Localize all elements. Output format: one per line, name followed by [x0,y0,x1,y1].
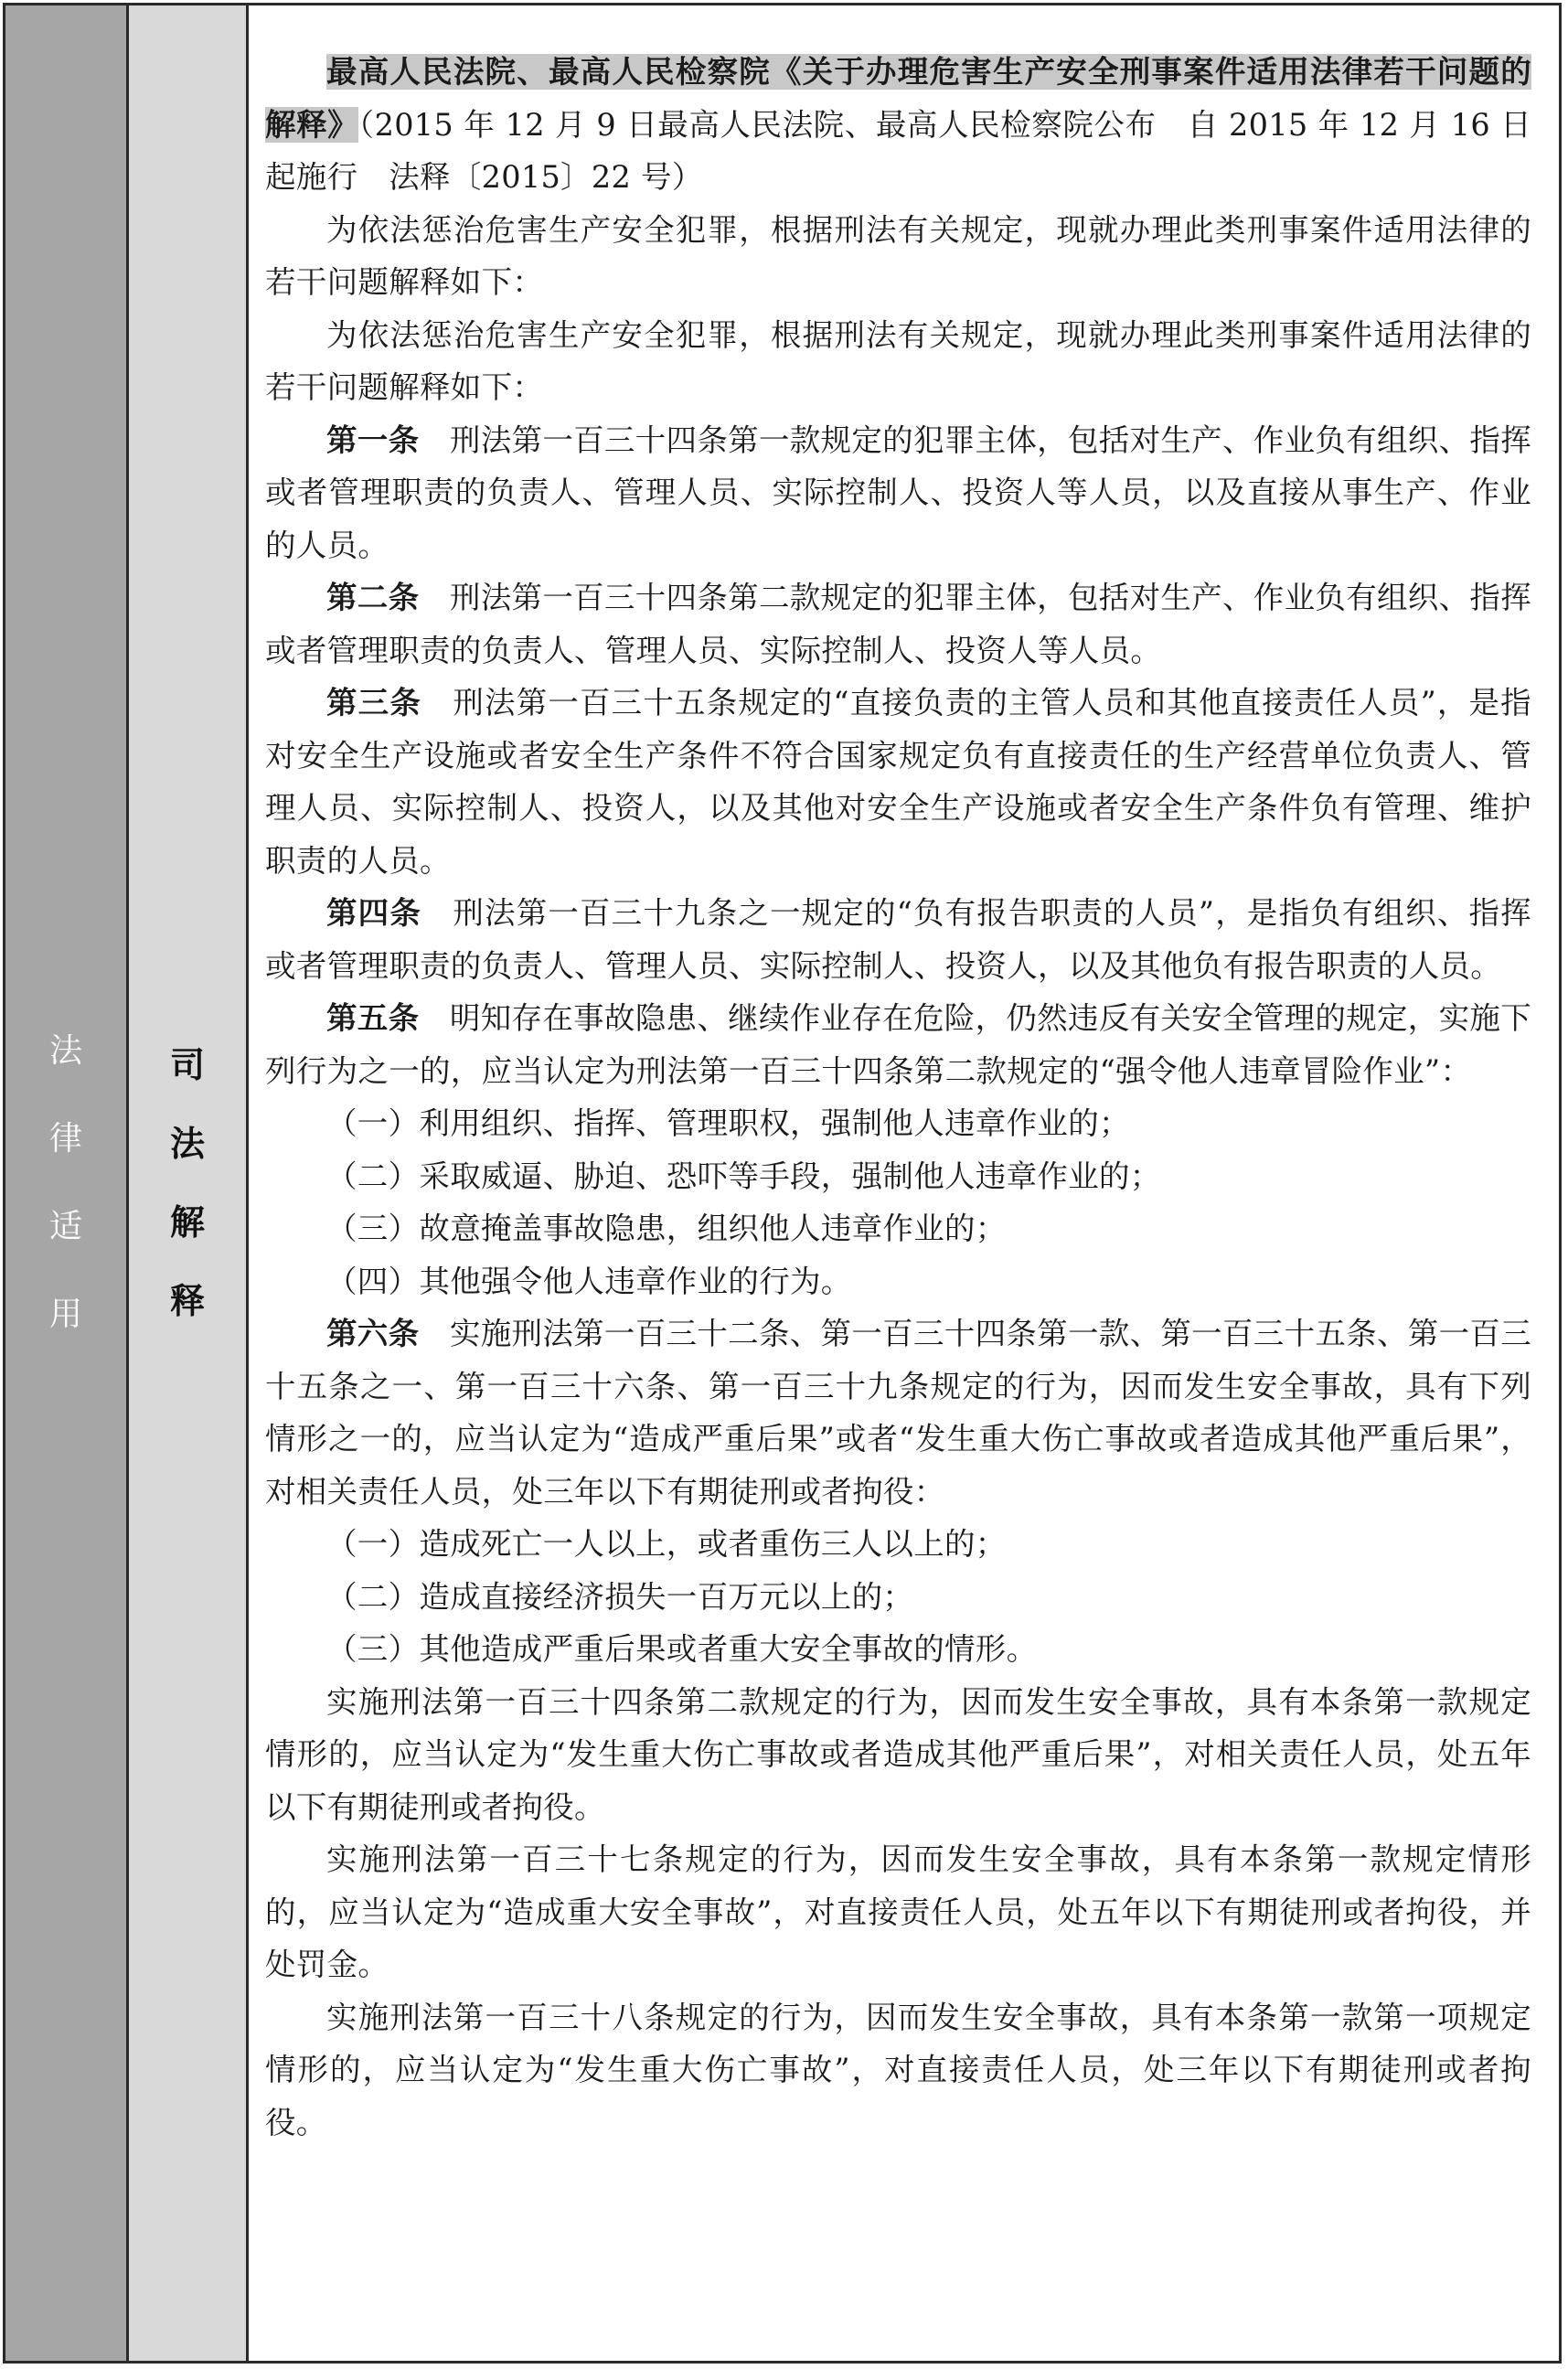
article-number: 第六条 [326,1316,420,1351]
category-char: 用 [48,1296,82,1333]
article-paragraph [265,887,1531,992]
paragraph [265,1255,1531,1308]
article-number: 第二条 [326,580,420,615]
article-paragraph [265,571,1531,677]
paragraph-text: （三）其他造成严重后果或者重大安全事故的情形。 [326,1631,1038,1667]
article-number: 第一条 [326,422,420,458]
article-number: 第三条 [326,685,421,720]
paragraph-text: 刑法第一百三十九条之一规定的“负有报告职责的人员”，是指负有组织、指挥或者管理职责的负责人、管理人员、实际控制人、投资人，以及其他负有报告职责的人员。 [265,895,1531,984]
paragraph-text: 实施刑法第一百三十八条规定的行为，因而发生安全事故，具有本条第一款第一项规定情形的，应当认定为“发生重大伤亡事故”，对直接责任人员，处三年以下有期徒刑或者拘役。 [265,1999,1531,2140]
paragraph-text: （二）造成直接经济损失一百万元以上的； [326,1578,914,1615]
category-char: 律 [48,1120,82,1158]
article-number: 第四条 [326,895,421,931]
paragraph-text: 刑法第一百三十五条规定的“直接负责的主管人员和其他直接责任人员”，是指对安全生产设施或者安全生产条件不符合国家规定负有直接责任的生产经营单位负责人、管理人员、实际控制人、投资人，以及其他对安全生产设施或者安全生产条件负有管理、维护职责的人员。 [265,685,1531,879]
paragraph-text: 为依法惩治危害生产安全犯罪，根据刑法有关规定，现就办理此类刑事案件适用法律的若干问题解释如下： [265,211,1531,300]
paragraph [265,204,1531,309]
category-label [49,1008,82,1359]
article-number: 第五条 [326,1000,420,1036]
paragraph-text: 实施刑法第一百三十四条第二款规定的行为，因而发生安全事故，具有本条第一款规定情形的，应当认定为“发生重大伤亡事故或者造成其他严重后果”，对相关责任人员，处五年以下有期徒刑或者拘役。 [265,1683,1531,1825]
paragraph-text: （四）其他强令他人违章作业的行为。 [326,1263,852,1299]
paragraph-text: （一）利用组织、指挥、管理职权，强制他人违章作业的； [326,1105,1130,1141]
table-frame [3,3,1562,2364]
category-column [5,5,129,2361]
paragraph [265,1571,1531,1624]
paragraph [265,1518,1531,1571]
title-name: 最高人民法院、最高人民检察院《关于办理危害生产安全刑事案件适用法律若干问题的解释》 [265,54,1531,143]
paragraph-text: 刑法第一百三十四条第二款规定的犯罪主体，包括对生产、作业负有组织、指挥或者管理职责的负责人、管理人员、实际控制人、投资人等人员。 [265,580,1532,668]
subcategory-char: 解 [169,1202,205,1243]
paragraph-text: 实施刑法第一百三十二条、第一百三十四条第一款、第一百三十五条、第一百三十五条之一、第一百三十六条、第一百三十九条规定的行为，因而发生安全事故，具有下列情形之一的，应当认定为“造成严重后果”或者“发生重大伤亡事故或者造成其他严重后果”，对相关责任人员，处三年以下有期徒刑或者拘役： [265,1316,1532,1510]
article-paragraph [265,677,1531,887]
article-paragraph [265,414,1531,572]
category-char: 法 [48,1032,82,1070]
paragraph [265,1623,1531,1676]
paragraph-list [265,204,1531,2150]
paragraph-text: 刑法第一百三十四条第一款规定的犯罪主体，包括对生产、作业负有组织、指挥或者管理职责的负责人、管理人员、实际控制人、投资人等人员，以及直接从事生产、作业的人员。 [265,422,1532,563]
paragraph-text: （二）采取威逼、胁迫、恐吓等手段，强制他人违章作业的； [326,1158,1161,1194]
category-char: 适 [48,1208,82,1245]
paragraph-text: 为依法惩治危害生产安全犯罪，根据刑法有关规定，现就办理此类刑事案件适用法律的若干问题解释如下： [265,316,1531,405]
document-title [265,46,1531,204]
subcategory-char: 释 [169,1281,205,1321]
paragraph [265,1991,1531,2150]
paragraph [265,1676,1531,1834]
paragraph [265,1150,1531,1203]
article-paragraph [265,992,1531,1097]
paragraph-text: 明知存在事故隐患、继续作业存在危险，仍然违反有关安全管理的规定，实施下列行为之一的，应当认定为刑法第一百三十四条第二款规定的“强令他人违章冒险作业”： [265,1000,1532,1089]
subcategory-char: 法 [169,1124,205,1164]
paragraph-text: 实施刑法第一百三十七条规定的行为，因而发生安全事故，具有本条第一款规定情形的，应当认定为“造成重大安全事故”，对直接责任人员，处五年以下有期徒刑或者拘役，并处罚金。 [265,1841,1531,1982]
paragraph [265,1097,1531,1150]
subcategory-char: 司 [169,1045,205,1085]
paragraph-text: （三）故意掩盖事故隐患，组织他人违章作业的； [326,1211,1007,1246]
subcategory-label [170,1026,205,1340]
article-paragraph [265,1307,1531,1518]
paragraph [265,309,1531,414]
paragraph [265,1833,1531,1991]
title-note: （2015 年 12 月 9 日最高人民法院、最高人民检察院公布 自 2015 年 12 月 16 日起施行 法释〔2015〕22 号） [265,106,1531,195]
paragraph-text: （一）造成死亡一人以上，或者重伤三人以上的； [326,1526,1007,1562]
paragraph [265,1202,1531,1255]
subcategory-column [129,5,249,2361]
content-cell [249,5,1559,2361]
